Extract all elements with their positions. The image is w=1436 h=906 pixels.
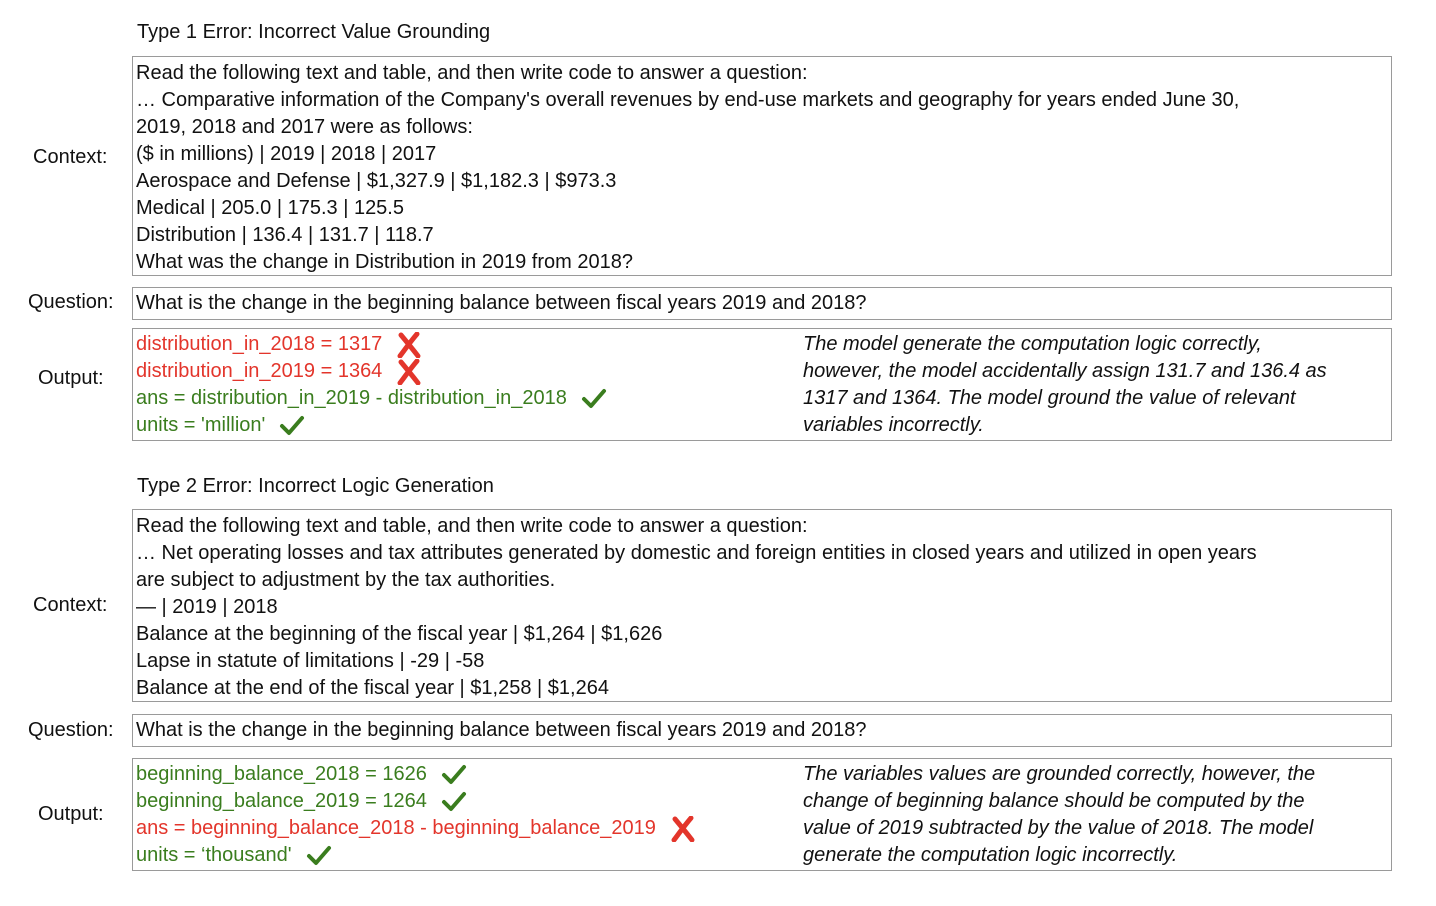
context-line: What was the change in Distribution in 2019 from 2018? <box>136 251 633 273</box>
code-text: ans = beginning_balance_2018 - beginning_balance_2019 <box>136 817 656 839</box>
code-text: distribution_in_2019 = 1364 <box>136 360 383 382</box>
explanation-line: The model generate the computation logic correctly, <box>803 333 1262 355</box>
explanation-line: variables incorrectly. <box>803 414 984 436</box>
check-icon <box>306 843 332 869</box>
explanation-line: value of 2019 subtracted by the value of 2018. The model <box>803 817 1314 839</box>
context-line: Read the following text and table, and then write code to answer a question: <box>136 515 808 537</box>
question-label: Question: <box>28 719 114 741</box>
explanation-line: however, the model accidentally assign 131.7 and 136.4 as <box>803 360 1327 382</box>
cross-icon <box>396 359 422 385</box>
explanation-line: change of beginning balance should be computed by the <box>803 790 1305 812</box>
explanation-line: 1317 and 1364. The model ground the value of relevant <box>803 387 1296 409</box>
output-code-line <box>136 788 696 815</box>
output-code-line <box>136 842 696 869</box>
context-line: are subject to adjustment by the tax authorities. <box>136 569 556 591</box>
code-text: distribution_in_2018 = 1317 <box>136 333 383 355</box>
output-code <box>136 331 607 439</box>
context-line: Lapse in statute of limitations | -29 | -58 <box>136 650 485 672</box>
output-code-line <box>136 358 607 385</box>
output-code <box>136 761 696 869</box>
code-text: units = ‘thousand' <box>136 844 292 866</box>
error-explanation <box>803 331 1393 439</box>
context-label: Context: <box>33 594 108 616</box>
check-icon <box>581 386 607 412</box>
question-text: What is the change in the beginning balance between fiscal years 2019 and 2018? <box>136 719 867 741</box>
context-line: Distribution | 136.4 | 131.7 | 118.7 <box>136 224 434 246</box>
output-box <box>132 328 1392 441</box>
context-label: Context: <box>33 146 108 168</box>
output-code-line <box>136 761 696 788</box>
cross-icon <box>670 816 696 842</box>
explanation-line: The variables values are grounded correctly, however, the <box>803 763 1316 785</box>
check-icon <box>441 789 467 815</box>
code-text: beginning_balance_2018 = 1626 <box>136 763 427 785</box>
check-icon <box>279 413 305 439</box>
output-label: Output: <box>38 803 104 825</box>
error-explanation <box>803 761 1393 869</box>
context-line: — | 2019 | 2018 <box>136 596 278 618</box>
context-line: ($ in millions) | 2019 | 2018 | 2017 <box>136 143 437 165</box>
output-box <box>132 758 1392 871</box>
context-line: … Net operating losses and tax attributes generated by domestic and foreign entities in closed years and utilized in open years <box>136 542 1257 564</box>
question-label: Question: <box>28 291 114 313</box>
explanation-line: generate the computation logic incorrectly. <box>803 844 1178 866</box>
output-code-line <box>136 815 696 842</box>
output-label: Output: <box>38 367 104 389</box>
section-2-title: Type 2 Error: Incorrect Logic Generation <box>137 475 494 497</box>
context-line: Medical | 205.0 | 175.3 | 125.5 <box>136 197 404 219</box>
code-text: units = 'million' <box>136 414 266 436</box>
section-1-title: Type 1 Error: Incorrect Value Grounding <box>137 21 491 43</box>
output-code-line <box>136 385 607 412</box>
context-line: Aerospace and Defense | $1,327.9 | $1,182.3 | $973.3 <box>136 170 617 192</box>
context-line: 2019, 2018 and 2017 were as follows: <box>136 116 473 138</box>
question-box <box>132 287 1392 320</box>
output-code-line <box>136 412 607 439</box>
check-icon <box>441 762 467 788</box>
code-text: ans = distribution_in_2019 - distribution_in_2018 <box>136 387 567 409</box>
output-code-line <box>136 331 607 358</box>
question-text: What is the change in the beginning balance between fiscal years 2019 and 2018? <box>136 292 867 314</box>
context-box <box>132 56 1392 276</box>
context-line: Balance at the end of the fiscal year | $1,258 | $1,264 <box>136 677 609 699</box>
cross-icon <box>396 332 422 358</box>
context-line: … Comparative information of the Company's overall revenues by end-use markets and geography for years ended June 30, <box>136 89 1240 111</box>
context-line: Balance at the beginning of the fiscal year | $1,264 | $1,626 <box>136 623 663 645</box>
code-text: beginning_balance_2019 = 1264 <box>136 790 427 812</box>
question-box <box>132 714 1392 747</box>
context-box <box>132 509 1392 702</box>
context-line: Read the following text and table, and then write code to answer a question: <box>136 62 808 84</box>
